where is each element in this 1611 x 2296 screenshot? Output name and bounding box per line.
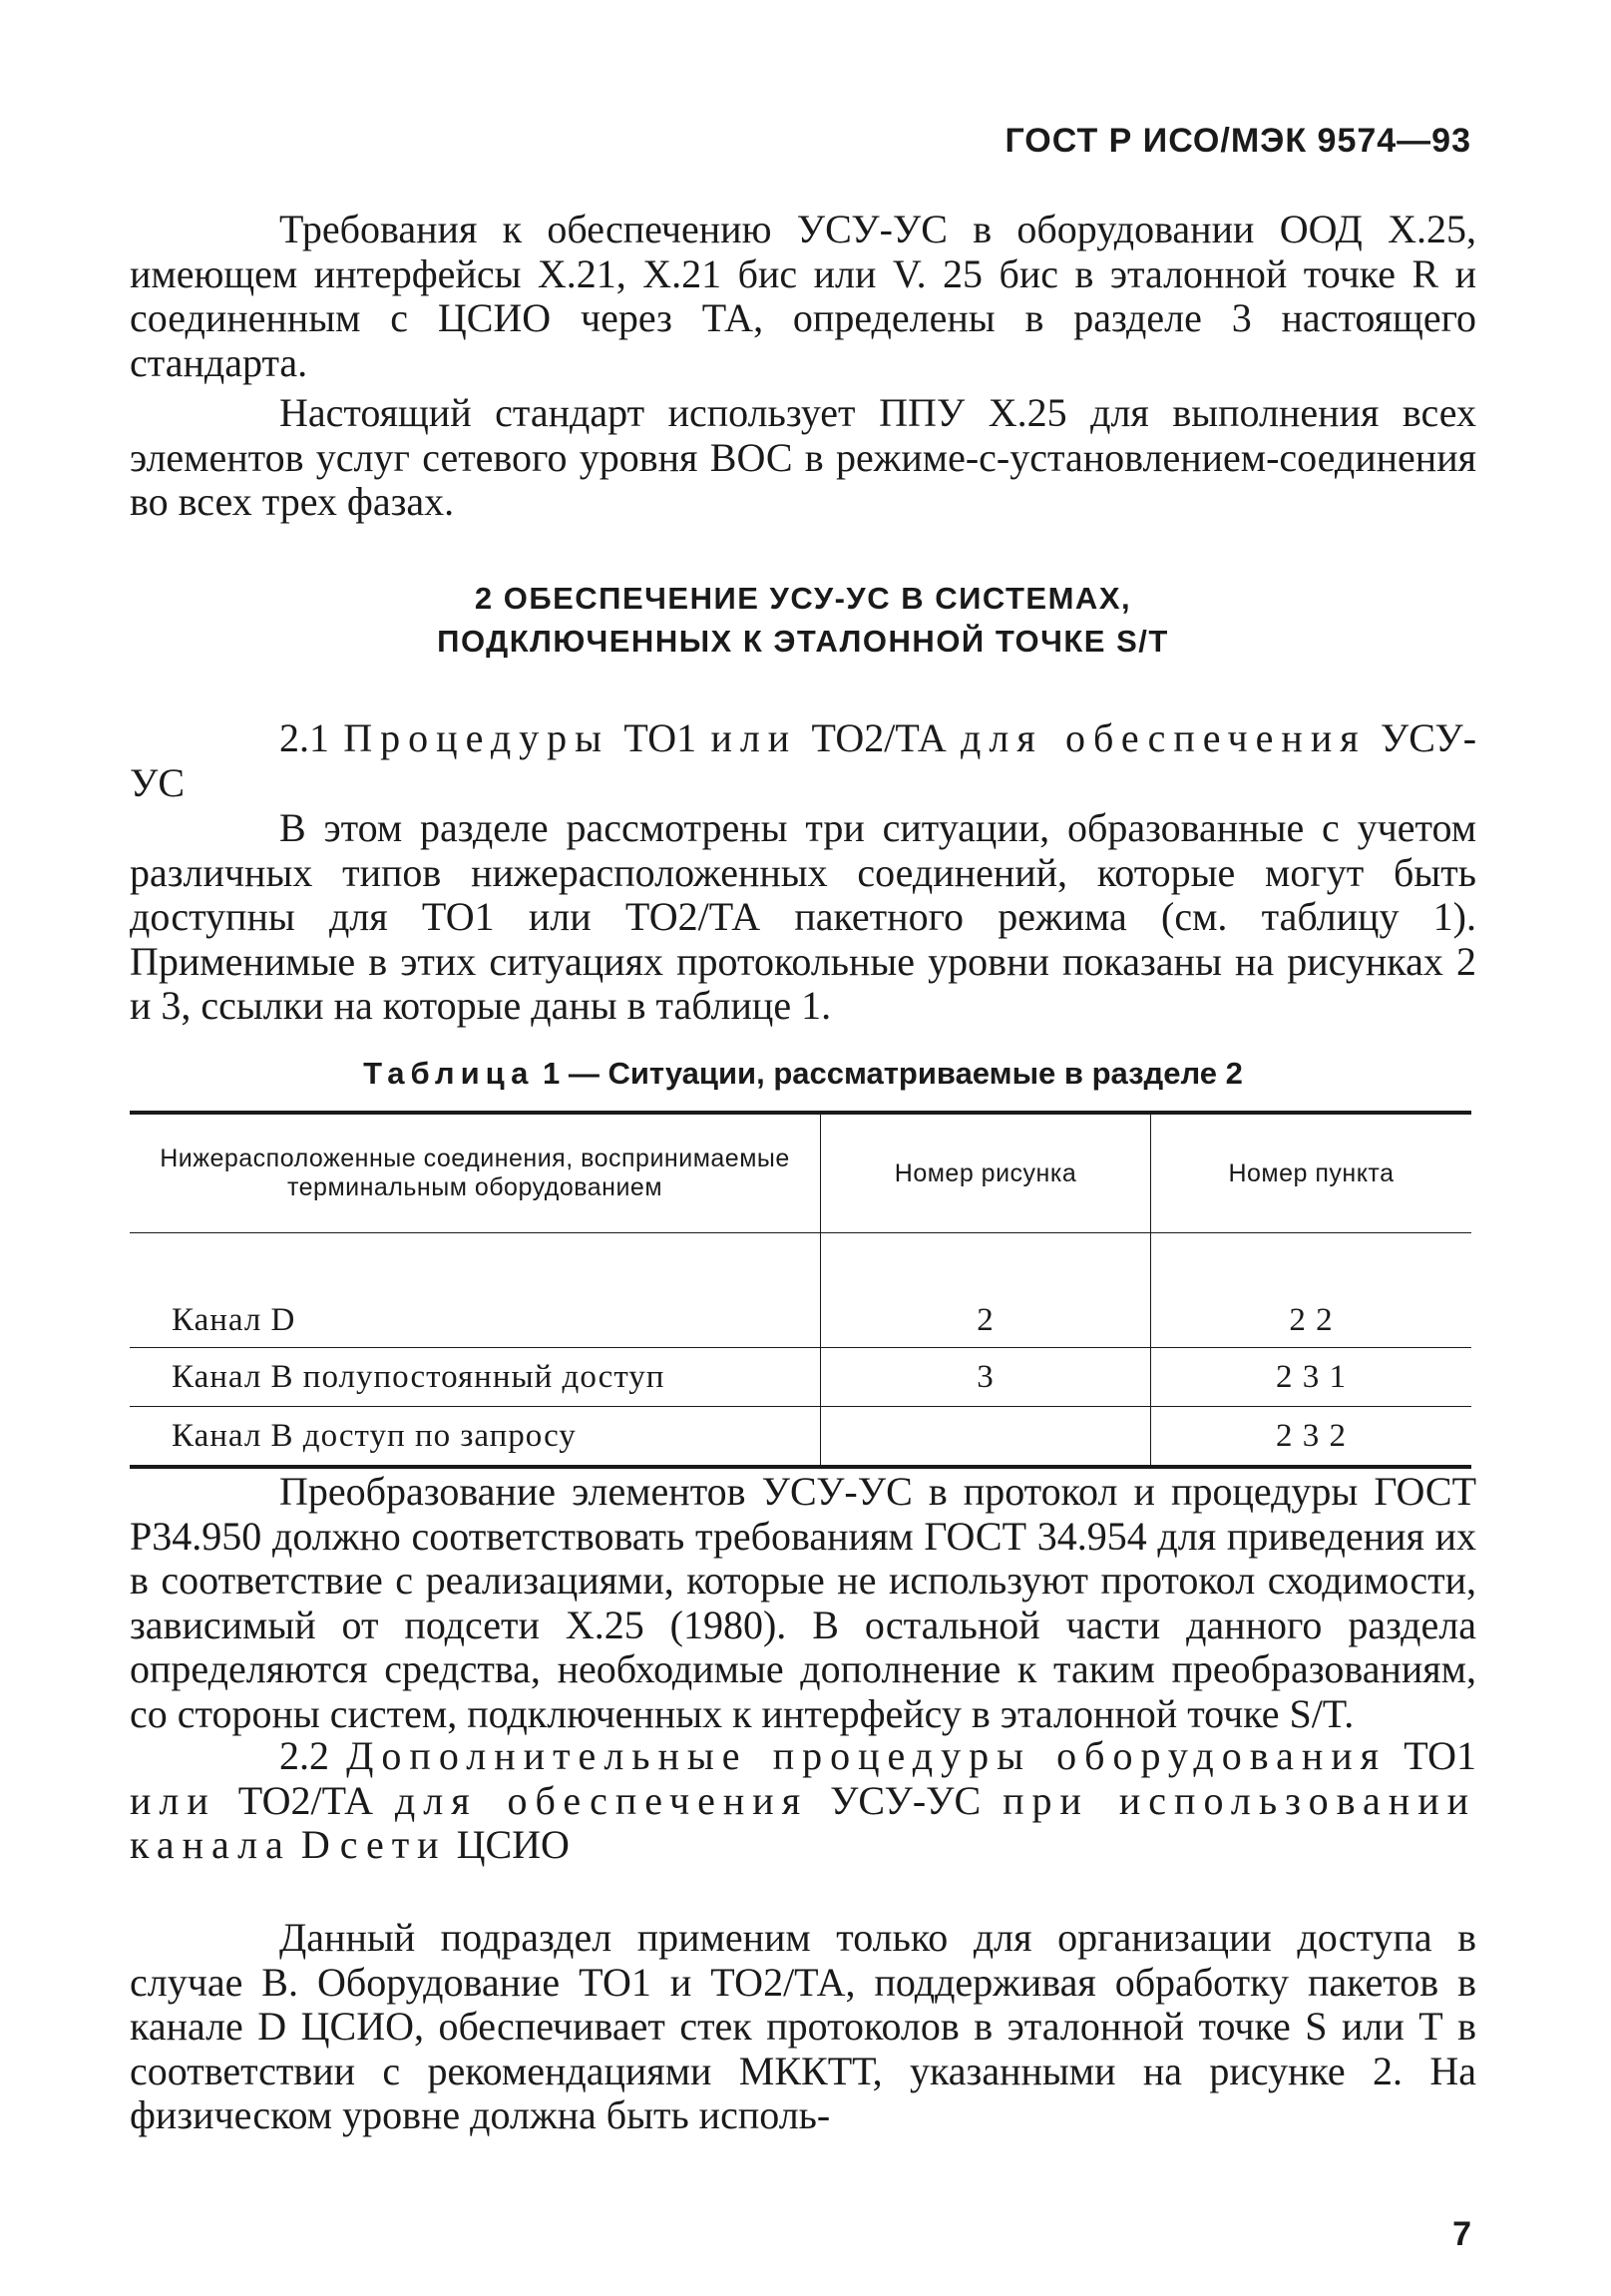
table-cell-clause: 2 2 [1151, 1233, 1472, 1348]
subsection-2-2-title-part-1: Дополнительные процедуры оборудования [346, 1733, 1388, 1778]
subsection-2-2-number: 2.2 [279, 1733, 329, 1778]
table-cell-connection: Канал В полупостоянный доступ [130, 1348, 821, 1407]
subsection-2-2-title-part-4: ТО2/ТА [237, 1777, 373, 1823]
table-cell-figure [821, 1407, 1151, 1468]
table-row [130, 1233, 1471, 1348]
table-row [130, 1348, 1471, 1407]
after-table-paragraph [130, 1470, 1476, 1736]
table-cell-connection: Канал В доступ по запросу [130, 1407, 821, 1468]
subsection-2-1-body-text: В этом разделе рассмотрены три ситуации, образованные с учетом различных типов нижерасположенных соединений, которые могут быть доступны для ТО1 или ТО2/ТА пакетного режима (см. таблицу 1). Применимые в этих ситуациях протокольные уровни показаны на рисунках 2 и 3, ссылки на которые даны в таблице 1. [130, 805, 1476, 1028]
table-header-clause: Номер пункта [1151, 1113, 1472, 1233]
subsection-2-2-title-part-2: ТО1 [1404, 1733, 1477, 1778]
table-cell-figure: 3 [821, 1348, 1151, 1407]
subsection-2-2-title-part-3: или [130, 1777, 216, 1823]
subsection-2-1-title-part-3: или [710, 715, 798, 760]
intro-p2-text: Настоящий стандарт использует ППУ X.25 для выполнения всех элементов услуг сетевого уровня ВОС в режиме-с-установлением-соединения во всех трех фазах. [130, 390, 1476, 524]
page-number: 7 [1452, 2215, 1471, 2253]
intro-p1-text: Требования к обеспечению УСУ-УС в оборудовании ООД X.25, имеющем интерфейсы X.21, X.21 бис или V. 25 бис в эталонной точке R и соединенным с ЦСИО через ТА, определены в разделе 3 настоящего стандарта. [130, 207, 1476, 385]
section-2-title-line-2: ПОДКЛЮЧЕННЫХ К ЭТАЛОННОЙ ТОЧКЕ S/T [437, 624, 1169, 659]
table-cell-clause: 2 3 1 [1151, 1348, 1472, 1407]
subsection-2-2-title-part-5: для обеспечения [394, 1777, 809, 1823]
subsection-2-2-title-part-10: ЦСИО [456, 1822, 570, 1867]
table-1-caption-label: Таблица [363, 1056, 535, 1091]
table-1 [130, 1111, 1471, 1469]
intro-paragraph-2 [130, 391, 1476, 525]
subsection-2-1-title-part-1: Процедуры [343, 715, 610, 760]
after-table-text: Преобразование элементов УСУ-УС в протокол и процедуры ГОСТ Р34.950 должно соответствовать требованиям ГОСТ 34.954 для приведения их в соответствие с реализациями, которые не используют протокол сходимости, зависимый от подсети X.25 (1980). В остальной части данного раздела определяются средства, необходимые дополнение к таким преобразованиям, со стороны систем, подключенных к интерфейсу в эталонной точке S/T. [130, 1469, 1476, 1736]
table-row [130, 1407, 1471, 1468]
subsection-2-1-heading [130, 716, 1476, 805]
subsection-2-1-number: 2.1 [279, 715, 329, 760]
subsection-2-1-title-part-5: для обеспечения [961, 715, 1367, 760]
section-2-title [130, 577, 1476, 663]
table-header-connections: Нижерасположенные соединения, воспринимаемые терминальным оборудованием [130, 1113, 821, 1233]
table-cell-clause: 2 3 2 [1151, 1407, 1472, 1468]
subsection-2-2-title-part-8: D [300, 1822, 330, 1867]
subsection-2-2-body [130, 1916, 1476, 2138]
table-header-row [130, 1113, 1471, 1233]
table-1-caption-text: 1 — Ситуации, рассматриваемые в разделе 2 [542, 1056, 1243, 1091]
subsection-2-1-title-part-4: ТО2/ТА [811, 715, 947, 760]
subsection-2-2-title-part-6: УСУ-УС [830, 1777, 982, 1823]
subsection-2-2-title-part-7: при использовании канала [130, 1777, 1477, 1867]
subsection-2-1-title-part-6: УСУ-УС [130, 715, 1477, 805]
subsection-2-2-title-part-9: сети [339, 1822, 447, 1867]
table-header-figure: Номер рисунка [821, 1113, 1151, 1233]
subsection-2-1-title-part-2: ТО1 [623, 715, 697, 760]
standard-header: ГОСТ Р ИСО/МЭК 9574—93 [1005, 122, 1471, 160]
table-cell-connection: Канал D [130, 1233, 821, 1348]
section-2-title-line-1: 2 ОБЕСПЕЧЕНИЕ УСУ-УС В СИСТЕМАХ, [474, 581, 1132, 616]
table-cell-figure: 2 [821, 1233, 1151, 1348]
subsection-2-2-heading [130, 1734, 1476, 1868]
intro-paragraph-1 [130, 208, 1476, 385]
table-1-caption [130, 1056, 1476, 1092]
subsection-2-2-body-text: Данный подраздел применим только для организации доступа в случае В. Оборудование ТО1 и ТО2/ТА, поддерживая обработку пакетов в канале D ЦСИО, обеспечивает стек протоколов в эталонной точке S или Т в соответствии с рекомендациями МККТТ, указанными на рисунке 2. На физическом уровне должна быть исполь- [130, 1915, 1476, 2137]
subsection-2-1-body [130, 806, 1476, 1029]
